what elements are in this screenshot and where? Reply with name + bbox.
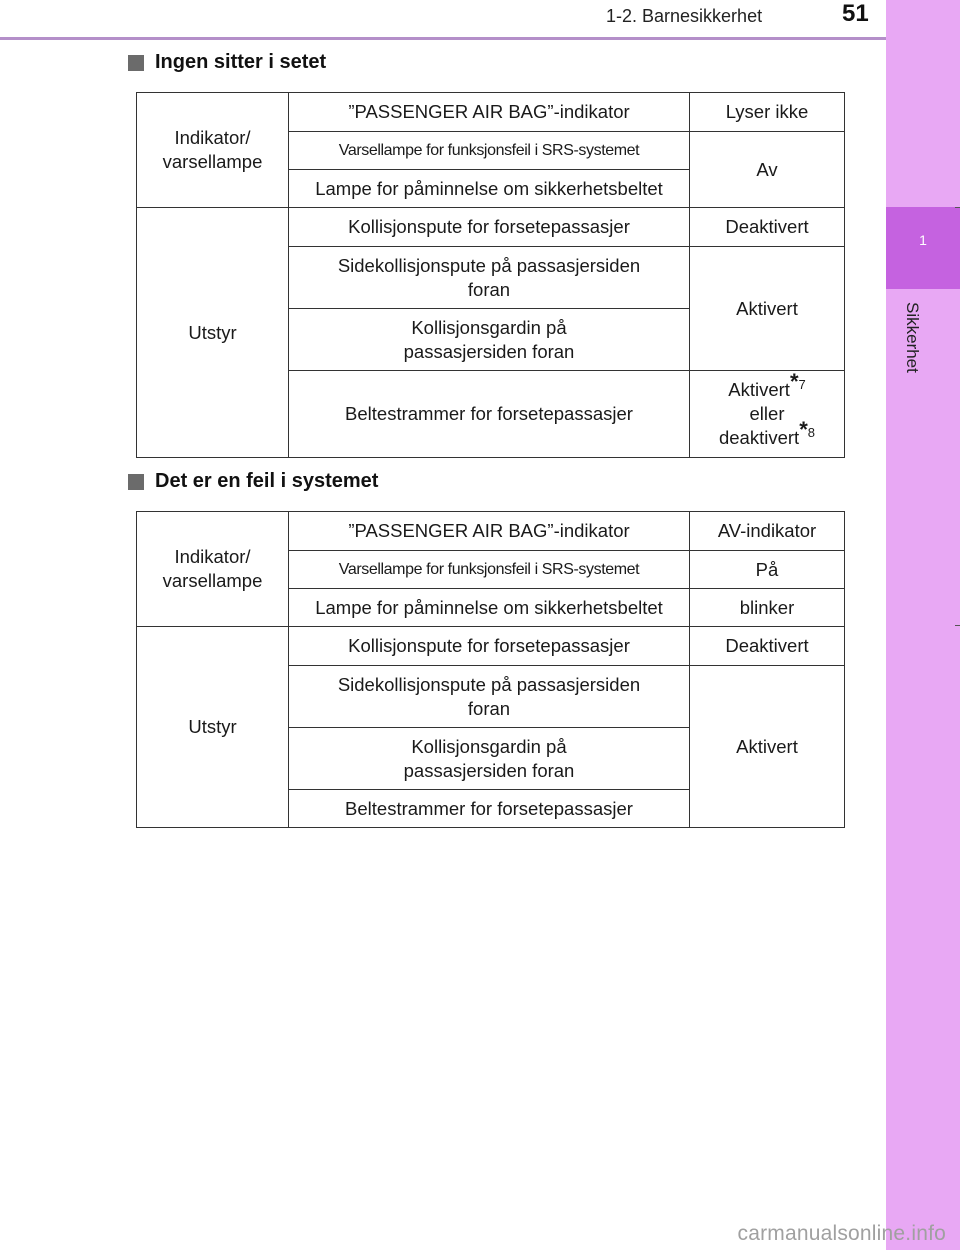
heading-no-occupant	[128, 51, 326, 74]
state-inactive: deaktivert	[718, 427, 800, 448]
chapter-side-strip	[886, 0, 960, 1250]
table-cell-state: Av	[690, 132, 845, 208]
heading-text: Det er en feil i systemet	[155, 470, 379, 492]
table-cell-item: Sidekollisjonspute på passasjersiden foran	[289, 247, 690, 309]
table-cell-item: Beltestrammer for forsetepassasjer	[289, 371, 690, 458]
indicator-label: Indikator/ varsellampe	[137, 93, 289, 208]
status-table-system-fault	[136, 511, 845, 828]
table-cell-state: Aktivert	[690, 247, 845, 371]
table-cell-item: Kollisjonsgardin på passasjersiden foran	[289, 309, 690, 371]
table-cell-item: Sidekollisjonspute på passasjersiden foran	[289, 666, 690, 728]
footnote-ref[interactable]: 7	[798, 376, 806, 392]
page-number: 51	[842, 0, 869, 27]
footnote-ref[interactable]: 8	[807, 424, 815, 440]
side-tick	[955, 625, 960, 626]
table-cell-state: På	[690, 551, 845, 589]
state-active: Aktivert	[728, 379, 790, 400]
table-cell-item: Lampe for påminnelse om sikkerhetsbeltet	[289, 170, 690, 208]
heading-text: Ingen sitter i setet	[155, 51, 327, 73]
chapter-name-label: Sikkerhet	[903, 302, 922, 373]
square-bullet-icon	[128, 55, 144, 71]
table-row	[137, 208, 845, 247]
table-cell-state: Aktivert	[690, 666, 845, 828]
section-title: 1-2. Barnesikkerhet	[606, 6, 763, 26]
asterisk-icon: *	[789, 368, 799, 394]
asterisk-icon: *	[799, 416, 808, 442]
table-cell-state-conditional	[690, 368, 845, 458]
table-cell-item: Varsellampe for funksjonsfeil i SRS-systemet	[289, 132, 690, 170]
state-or: eller	[749, 403, 785, 424]
square-bullet-icon	[128, 474, 144, 490]
chapter-number: 1	[919, 232, 927, 248]
table-cell-item: Lampe for påminnelse om sikkerhetsbeltet	[289, 589, 690, 627]
heading-system-fault	[128, 470, 378, 493]
table-cell-item: Kollisjonspute for forsetepassasjer	[289, 627, 690, 666]
table-row	[137, 93, 845, 132]
table-cell-state: Deaktivert	[690, 208, 845, 247]
indicator-label: Indikator/ varsellampe	[137, 512, 289, 627]
table-cell-item: Kollisjonspute for forsetepassasjer	[289, 208, 690, 247]
table-cell-item: ”PASSENGER AIR BAG”-indikator	[289, 93, 690, 132]
table-cell-state: Deaktivert	[690, 627, 845, 666]
table-cell-item: Beltestrammer for forsetepassasjer	[289, 790, 690, 828]
equipment-label: Utstyr	[137, 627, 289, 828]
table-row	[137, 627, 845, 666]
watermark: carmanualsonline.info	[737, 1222, 946, 1245]
table-row	[137, 512, 845, 551]
equipment-label: Utstyr	[137, 208, 289, 458]
table-cell-state: Lyser ikke	[690, 93, 845, 132]
table-cell-item: ”PASSENGER AIR BAG”-indikator	[289, 512, 690, 551]
table-cell-state: blinker	[690, 589, 845, 627]
side-tick	[955, 207, 960, 208]
chapter-tab[interactable]	[886, 207, 960, 289]
status-table-no-occupant	[136, 92, 845, 458]
header-rule	[0, 37, 886, 40]
chapter-name	[904, 302, 922, 392]
table-cell-item: Kollisjonsgardin på passasjersiden foran	[289, 728, 690, 790]
table-cell-state: AV-indikator	[690, 512, 845, 551]
table-cell-item: Varsellampe for funksjonsfeil i SRS-systemet	[289, 551, 690, 589]
